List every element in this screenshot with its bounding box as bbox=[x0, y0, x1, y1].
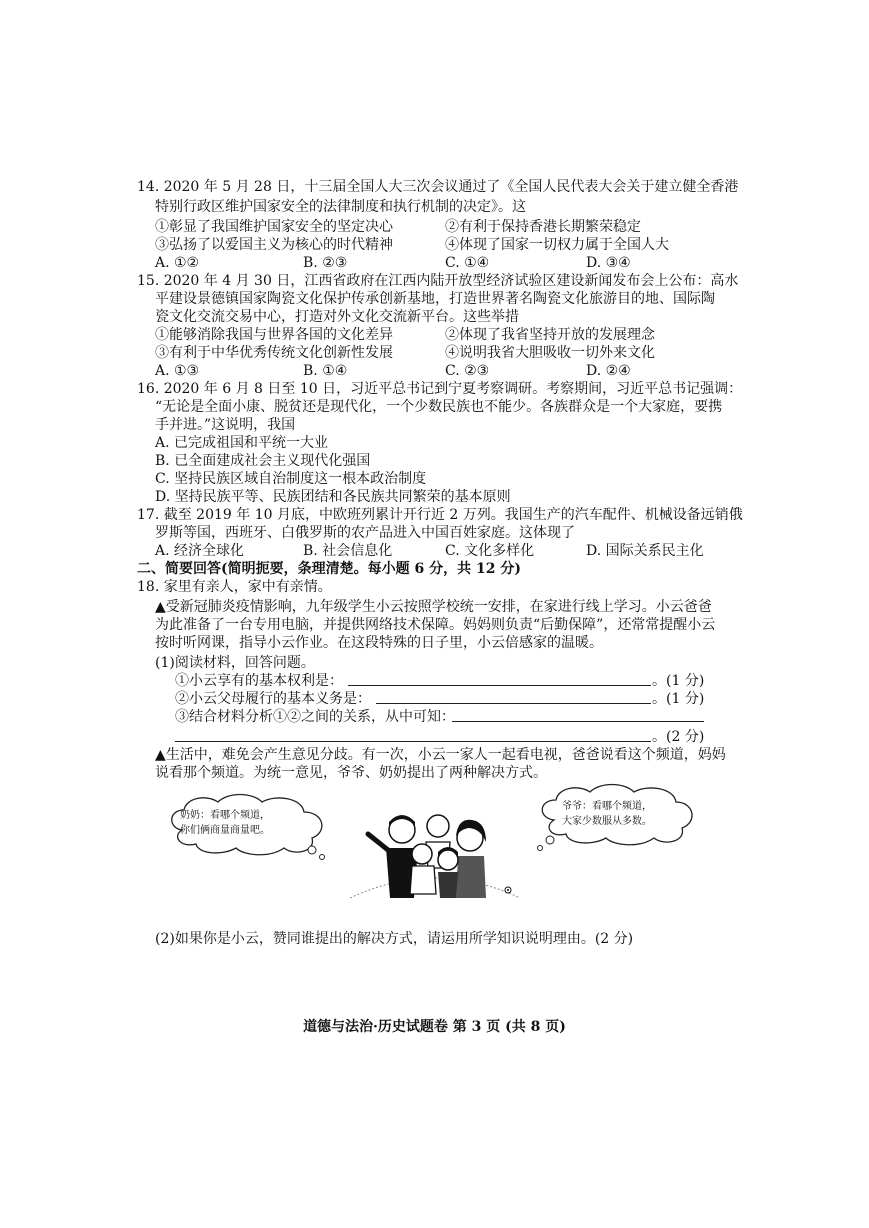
grandpa-speech-line1: 爷爷：看哪个频道， bbox=[562, 801, 652, 812]
q18-material-1-line2: 为此准备了一台专用电脑，并提供网络技术保障。妈妈则负责“后勤保障”，还常常提醒小云 bbox=[155, 617, 716, 633]
q15-option-c: C. ②③ bbox=[445, 363, 490, 379]
q18-material-1-line3: 按时听网课，指导小云作业。在这段特殊的日子里，小云倍感家的温暖。 bbox=[155, 635, 603, 651]
q15-stem-line3: 瓷文化交流交易中心，打造对外文化交流新平台。这些举措 bbox=[155, 309, 519, 325]
q14-statement-2: ②有利于保持香港长期繁荣稳定 bbox=[445, 219, 641, 235]
q18-part1-a-answer-line[interactable] bbox=[348, 684, 651, 686]
q17-option-d: D. 国际关系民主化 bbox=[586, 543, 704, 559]
q15-statement-3: ③有利于中华优秀传统文化创新性发展 bbox=[155, 345, 393, 361]
q18-part1-c-score: 。(2 分) bbox=[652, 729, 705, 745]
q14-option-d: D. ③④ bbox=[586, 255, 631, 271]
q17-stem-line2: 罗斯等国，西班牙、白俄罗斯的农产品进入中国百姓家庭。这体现了 bbox=[155, 525, 575, 541]
q18-part1-b-answer-line[interactable] bbox=[376, 702, 651, 704]
q18-part1-a-prompt: ①小云享有的基本权利是： bbox=[175, 673, 343, 689]
q14-stem-line2: 特别行政区维护国家安全的法律制度和执行机制的决定》。这 bbox=[155, 199, 526, 215]
q15-stem-line2: 平建设景德镇国家陶瓷文化保护传承创新基地，打造世界著名陶瓷文化旅游目的地、国际陶 bbox=[155, 291, 715, 307]
q14-statement-3: ③弘扬了以爱国主义为核心的时代精神 bbox=[155, 237, 393, 253]
grandpa-speech-line2: 大家少数服从多数。 bbox=[562, 816, 652, 827]
q15-statement-2: ②体现了我省坚持开放的发展理念 bbox=[445, 327, 655, 343]
q16-option-c: C. 坚持民族区域自治制度这一根本政治制度 bbox=[155, 471, 427, 487]
q15-option-d: D. ②④ bbox=[586, 363, 631, 379]
q15-option-a: A. ①③ bbox=[155, 363, 200, 379]
page-footer: 道德与法治·历史试题卷 第 3 页 (共 8 页) bbox=[303, 1019, 566, 1035]
q18-part1-b-prompt: ②小云父母履行的基本义务是： bbox=[175, 691, 371, 707]
q16-option-b: B. 已全面建成社会主义现代化强国 bbox=[155, 453, 371, 469]
grandma-speech-line2: 你们俩商量商量吧。 bbox=[180, 825, 270, 836]
q14-option-b: B. ②③ bbox=[303, 255, 348, 271]
q18-part1-a-score: 。(1 分) bbox=[652, 673, 705, 689]
q18-stem: 18. 家里有亲人，家中有亲情。 bbox=[137, 579, 332, 595]
q18-material-2-line1: ▲生活中，难免会产生意见分歧。有一次，小云一家人一起看电视，爸爸说看这个频道，妈妈 bbox=[155, 747, 726, 763]
q17-option-b: B. 社会信息化 bbox=[303, 543, 393, 559]
q14-option-a: A. ①② bbox=[155, 255, 200, 271]
section-2-title: 二、简要回答(简明扼要，条理清楚。每小题 6 分，共 12 分) bbox=[137, 561, 521, 577]
q15-stem-line1: 15. 2020 年 4 月 30 日，江西省政府在江西内陆开放型经济试验区建设新闻发布会上公布：高水 bbox=[137, 273, 739, 289]
family-illustration bbox=[340, 798, 530, 908]
q18-part1-b-score: 。(1 分) bbox=[652, 691, 705, 707]
q15-statement-4: ④说明我省大胆吸收一切外来文化 bbox=[445, 345, 655, 361]
q16-option-d: D. 坚持民族平等、民族团结和各民族共同繁荣的基本原则 bbox=[155, 489, 511, 505]
q18-material-2-line2: 说看那个频道。为统一意见，爷爷、奶奶提出了两种解决方式。 bbox=[155, 765, 547, 781]
q15-statement-1: ①能够消除我国与世界各国的文化差异 bbox=[155, 327, 393, 343]
q18-part1-c-answer-line-2[interactable] bbox=[175, 740, 651, 742]
q16-option-a: A. 已完成祖国和平统一大业 bbox=[155, 435, 329, 451]
q14-option-c: C. ①④ bbox=[445, 255, 490, 271]
q17-stem-line1: 17. 截至 2019 年 10 月底，中欧班列累计开行近 2 万列。我国生产的汽车配件、机械设备远销俄 bbox=[137, 507, 743, 523]
q14-statement-4: ④体现了国家一切权力属于全国人大 bbox=[445, 237, 669, 253]
q16-stem-line1: 16. 2020 年 6 月 8 日至 10 日，习近平总书记到宁夏考察调研。考察期间，习近平总书记强调： bbox=[137, 381, 743, 397]
q17-option-c: C. 文化多样化 bbox=[445, 543, 535, 559]
q18-part1-title: (1)阅读材料，回答问题。 bbox=[155, 655, 315, 671]
q14-stem-line1: 14. 2020 年 5 月 28 日，十三届全国人大三次会议通过了《全国人民代表大会关于建立健全香港 bbox=[137, 179, 739, 195]
q18-part1-c-prompt: ③结合材料分析①②之间的关系，从中可知： bbox=[175, 709, 455, 725]
q18-part1-c-answer-line-1[interactable] bbox=[452, 720, 704, 722]
q16-stem-line3: 手并进。”这说明，我国 bbox=[155, 417, 296, 433]
q18-part2-prompt: (2)如果你是小云，赞同谁提出的解决方式，请运用所学知识说明理由。(2 分) bbox=[155, 931, 634, 947]
q15-option-b: B. ①④ bbox=[303, 363, 348, 379]
q14-statement-1: ①彰显了我国维护国家安全的坚定决心 bbox=[155, 219, 393, 235]
q18-material-1-line1: ▲受新冠肺炎疫情影响，九年级学生小云按照学校统一安排，在家进行线上学习。小云爸爸 bbox=[155, 599, 712, 615]
q17-option-a: A. 经济全球化 bbox=[155, 543, 245, 559]
q16-stem-line2: “无论是全面小康、脱贫还是现代化，一个少数民族也不能少。各族群众是一个大家庭，要携 bbox=[155, 399, 723, 415]
grandma-speech-line1: 奶奶：看哪个频道， bbox=[180, 810, 270, 821]
